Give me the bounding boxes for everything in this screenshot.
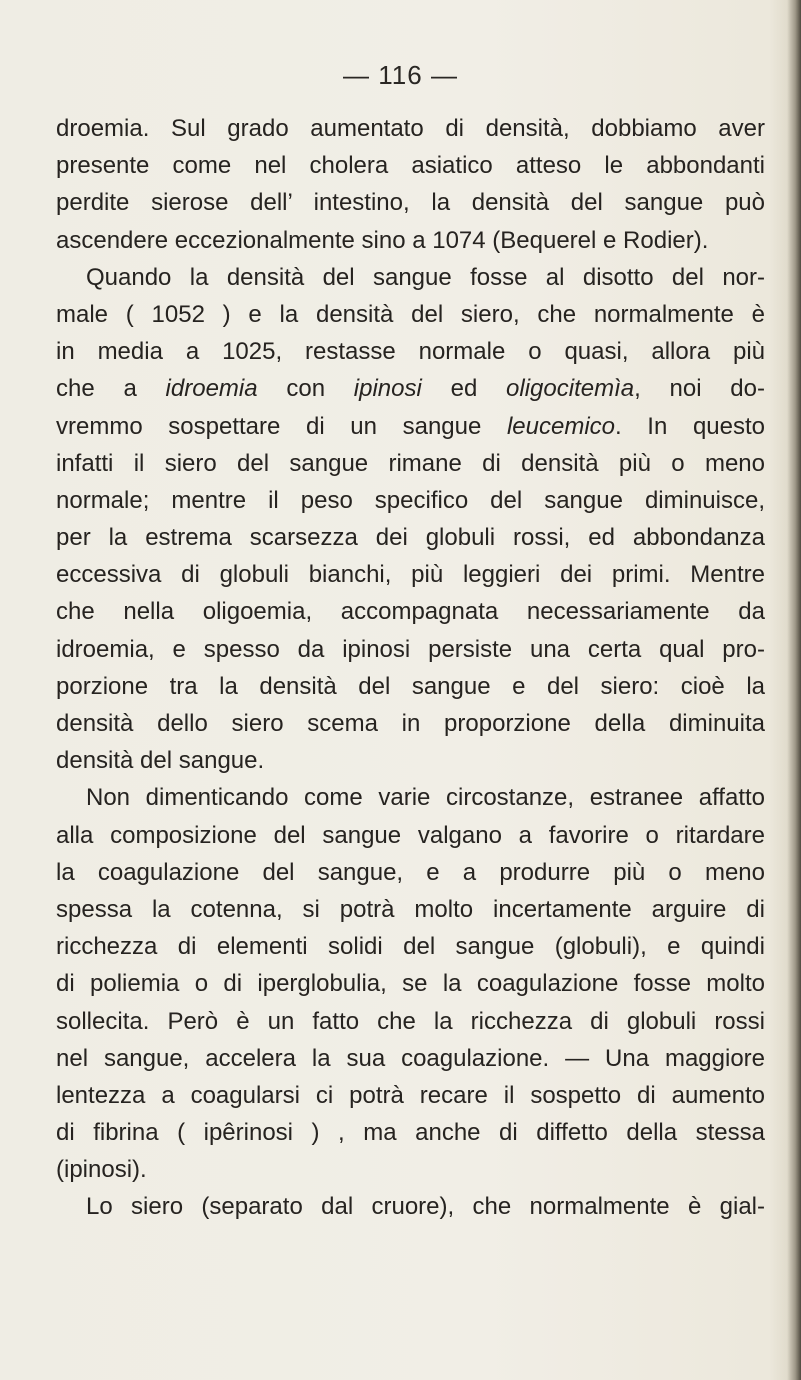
text-line: presente come nel cholera asiatico atteso le abbondanti	[56, 152, 765, 180]
text-line: di poliemia o di iperglobulia, se la coagulazione fosse molto	[56, 970, 765, 998]
text-segment: ed	[421, 375, 507, 403]
text-line: Lo siero (separato dal cruore), che normalmente è gial-	[86, 1193, 765, 1221]
text-line: (ipinosi).	[56, 1156, 147, 1184]
text-line: eccessiva di globuli bianchi, più leggieri dei primi. Mentre	[56, 561, 765, 589]
text-line: nel sangue, accelera la sua coagulazione. — Una maggiore	[56, 1044, 765, 1072]
text-line	[56, 370, 765, 407]
text-segment: vremmo sospettare di un sangue	[56, 412, 507, 440]
page-number: — 116 —	[343, 60, 458, 90]
text-segment: , noi do-	[634, 375, 765, 403]
text-line: porzione tra la densità del sangue e del siero: cioè la	[56, 672, 765, 700]
text-segment: che a	[56, 375, 166, 403]
italic-term: leucemico	[506, 412, 616, 440]
body-text	[56, 110, 765, 1226]
italic-term: oligocitemìa	[506, 375, 635, 403]
text-line: spessa la cotenna, si potrà molto incertamente arguire di	[56, 895, 765, 923]
text-segment: con	[257, 375, 354, 403]
text-line: normale; mentre il peso specifico del sangue diminuisce,	[56, 486, 765, 514]
text-line: ricchezza di elementi solidi del sangue (globuli), e quindi	[56, 933, 765, 961]
text-line: di fibrina ( ipêrinosi ) , ma anche di diffetto della stessa	[56, 1119, 765, 1147]
text-line: Non dimenticando come varie circostanze, estranee affatto	[86, 784, 765, 812]
page-edge-shadow	[787, 0, 801, 1380]
text-line: densità del sangue.	[56, 747, 265, 775]
text-line	[56, 408, 765, 445]
text-line: perdite sierose dell’ intestino, la densità del sangue può	[56, 189, 765, 217]
text-line: sollecita. Però è un fatto che la ricchezza di globuli rossi	[56, 1007, 765, 1035]
text-segment: . In questo	[615, 412, 765, 440]
italic-term: ipinosi	[353, 375, 422, 403]
text-line: Quando la densità del sangue fosse al disotto del nor-	[86, 263, 765, 291]
text-line: che nella oligoemia, accompagnata necessariamente da	[56, 598, 765, 626]
text-line: ascendere eccezionalmente sino a 1074 (Bequerel e Rodier).	[56, 226, 709, 254]
text-line: densità dello siero scema in proporzione della diminuita	[56, 710, 765, 737]
text-line: droemia. Sul grado aumentato di densità, dobbiamo aver	[56, 115, 765, 142]
text-line: male ( 1052 ) e la densità del siero, che normalmente è	[56, 300, 765, 328]
italic-term: idroemia	[165, 375, 258, 403]
text-line: lentezza a coagularsi ci potrà recare il sospetto di aumento	[56, 1081, 765, 1109]
text-line: in media a 1025, restasse normale o quasi, allora più	[56, 338, 765, 366]
text-line: infatti il siero del sangue rimane di densità più o meno	[56, 449, 765, 477]
text-line: idroemia, e spesso da ipinosi persiste una certa qual pro-	[56, 635, 765, 663]
text-line: alla composizione del sangue valgano a favorire o ritardare	[56, 821, 765, 849]
text-line: per la estrema scarsezza dei globuli rossi, ed abbondanza	[56, 524, 765, 552]
text-line: la coagulazione del sangue, e a produrre più o meno	[56, 858, 765, 886]
